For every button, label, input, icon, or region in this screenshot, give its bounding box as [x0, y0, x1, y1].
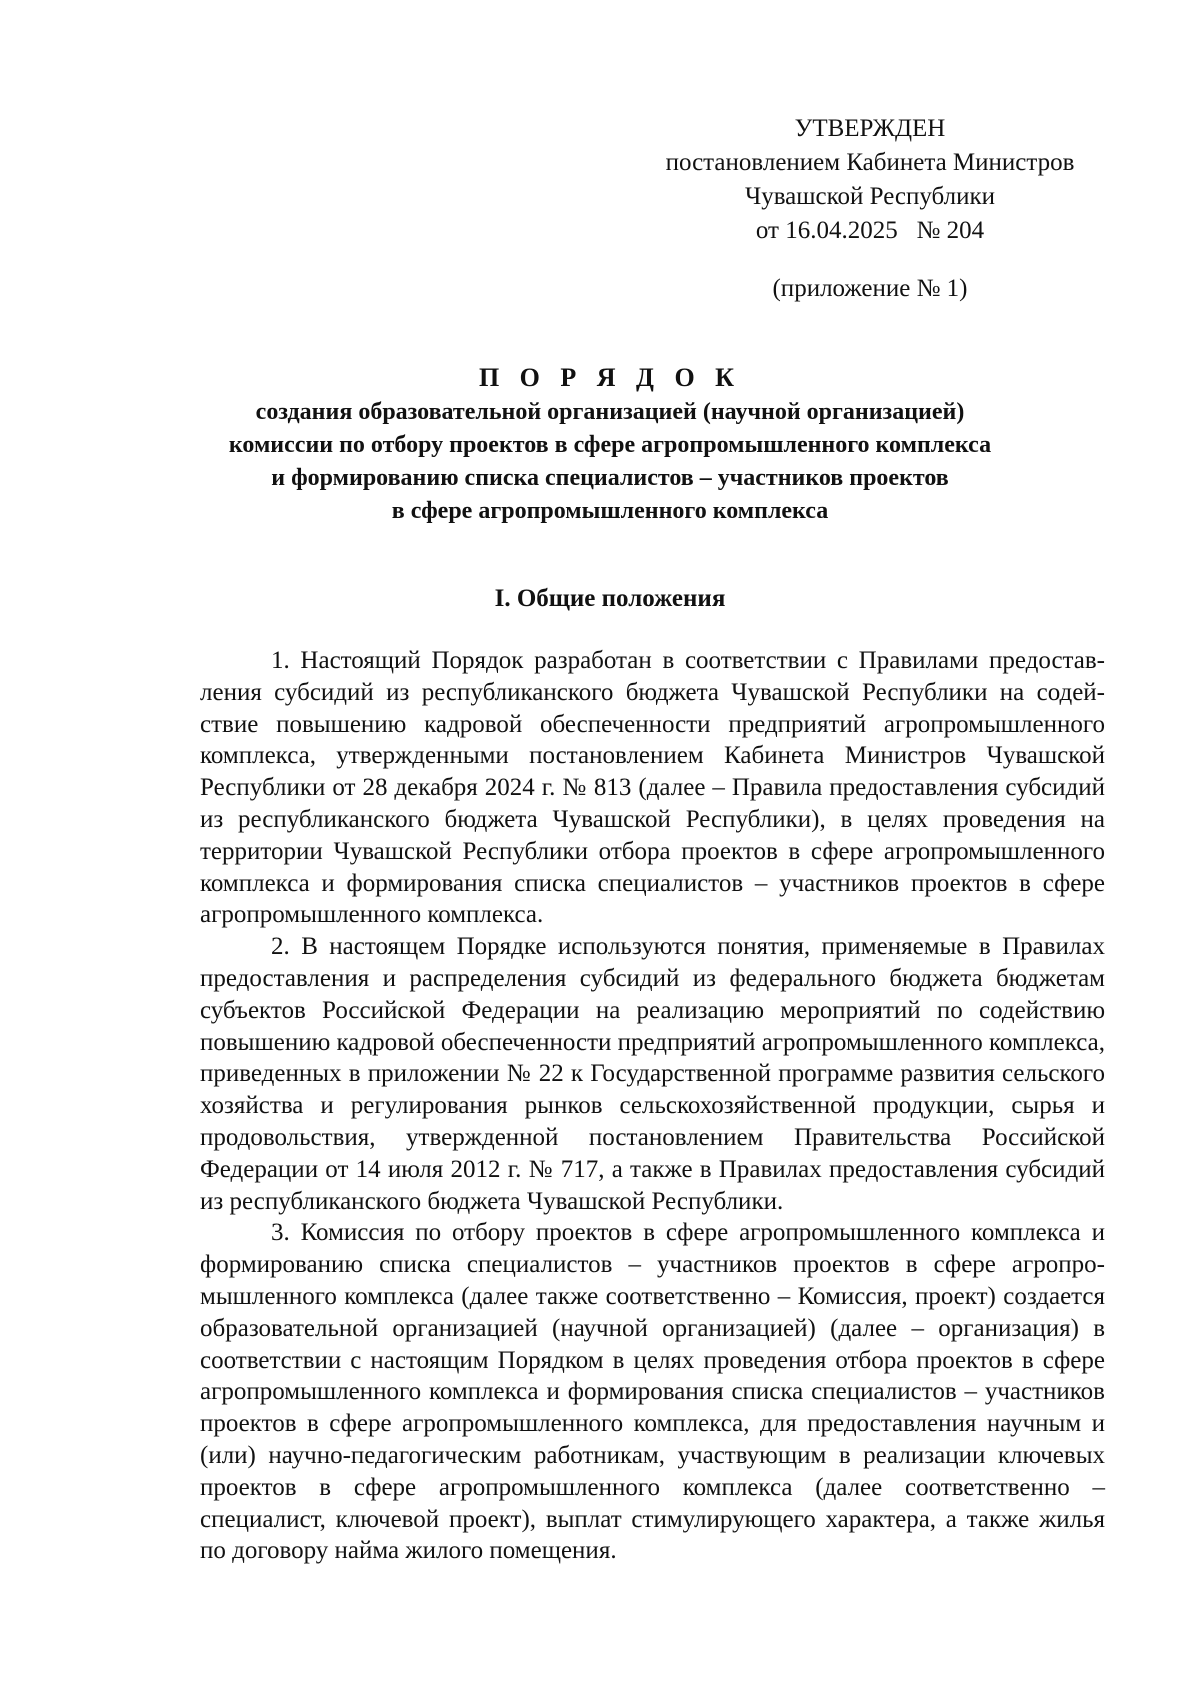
- approval-by-line-1: постановлением Кабинета Министров: [665, 149, 1075, 176]
- approval-annex-label: (приложение № 1): [772, 275, 968, 302]
- document-title: П О Р Я Д О К: [478, 363, 742, 392]
- approval-stamp-block: [640, 112, 1100, 306]
- section-body: [200, 645, 1105, 1567]
- approval-by-line-2: Чувашской Республики: [744, 183, 996, 210]
- section-heading: I. Общие положения: [494, 585, 726, 612]
- document-title-block: [180, 360, 1040, 528]
- document-subtitle: создания образовательной организацией (научной организацией) комиссии по отбору проектов в сфере агропромышленного комплекса и формированию списка специалистов – участников проектов в сфере агропромышленного комплекса: [228, 399, 992, 524]
- approval-approved-word: УТВЕРЖДЕН: [794, 115, 946, 142]
- paragraph-1: 1. Настоящий Порядок разработан в соответствии с Правилами предоставления субсидий из республиканского бюджета Чувашской Республики на содействие повышению кадровой обеспеченности предприятий агропромышленного комплекса, утвержденными постановлением Кабинета Министров Чувашской Республики от 28 декабря 2024 г. № 813 (далее – Правила предоставления субсидий из республиканского бюджета Чувашской Республики), в целях проведения на территории Чувашской Республики отбора проектов в сфере агропромышленного комплекса и формирования списка специалистов – участников проектов в сфере агропромышленного комплекса.: [200, 647, 1105, 929]
- approval-date-number: от 16.04.2025 № 204: [755, 217, 985, 244]
- paragraph-2: 2. В настоящем Порядке используются понятия, применяемые в Правилах предоставления и распределения субсидий из федерального бюджета бюджетам субъектов Российской Федерации на реализацию мероприятий по содействию повышению кадровой обеспеченности предприятий агропромышленного комплекса, приведенных в приложении № 22 к Государственной программе развития сельского хозяйства и регулирования рынков сельскохозяйственной продукции, сырья и продовольствия, утвержденной постановлением Правительства Российской Федерации от 14 июля 2012 г. № 717, а также в Правилах предоставления субсидий из республиканского бюджета Чувашской Республики.: [200, 933, 1105, 1215]
- paragraph-3: 3. Комиссия по отбору проектов в сфере агропромышленного комплекса и формированию списка специалистов – участников проектов в сфере агропромышленного комплекса (далее также соответственно – Комиссия, проект) создается образовательной организацией (научной организацией) (далее – организация) в соответствии с настоящим Порядком в целях проведения отбора проектов в сфере агропромышленного комплекса и формирования списка специалистов – участников проектов в сфере агропромышленного комплекса, для предоставления научным и (или) научно-педагогическим работникам, участвующим в реализации ключевых проектов в сфере агропромышленного комплекса (далее соответственно – специалист, ключевой проект), выплат стимулирующего характера, а также жилья по договору найма жилого помещения.: [200, 1219, 1105, 1565]
